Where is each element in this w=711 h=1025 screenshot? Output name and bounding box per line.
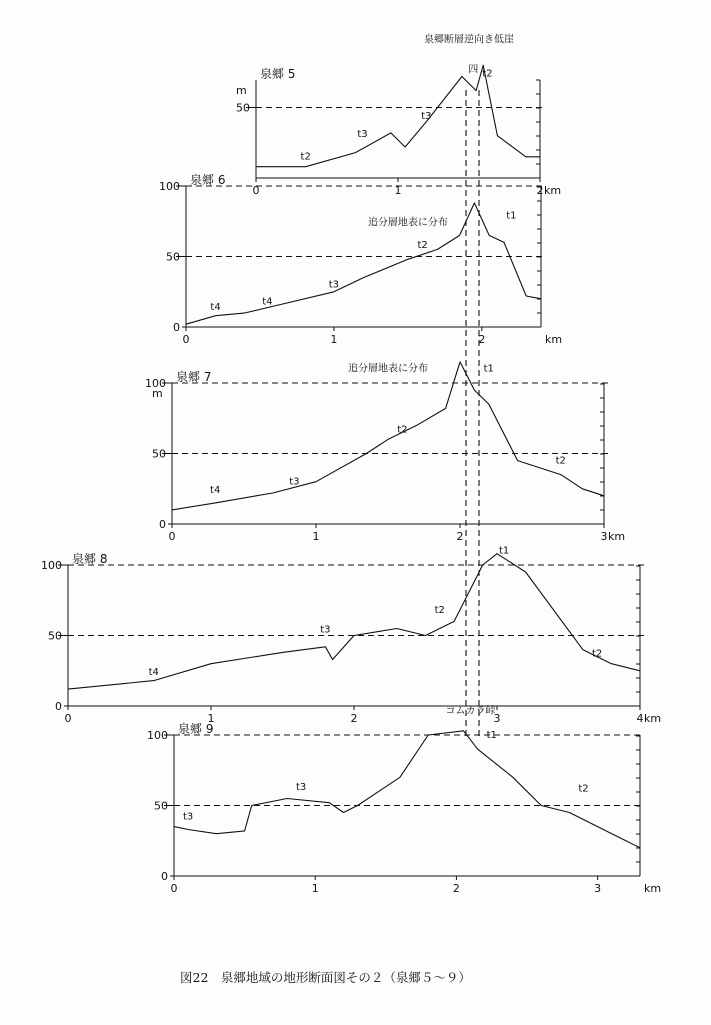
x-tick-label: 4	[636, 712, 644, 725]
annotation-label: 四	[468, 64, 479, 76]
profile-title: 泉郷 6	[190, 173, 226, 187]
annotation-label: コムカラ峠	[445, 705, 496, 717]
y-unit-label: m	[152, 387, 163, 400]
y-tick-label: 0	[173, 321, 180, 334]
profile-p9	[147, 704, 661, 895]
x-unit-label: km	[545, 333, 563, 346]
terrace-label: t4	[262, 296, 273, 308]
x-tick-label: 1	[312, 530, 320, 543]
y-tick-label: 50	[48, 629, 62, 643]
x-tick-label: 0	[252, 184, 260, 197]
terrain-profile-line	[186, 203, 541, 324]
x-tick-label: 1	[207, 712, 215, 725]
terrace-label: t3	[328, 279, 340, 291]
x-tick-label: 3	[594, 882, 602, 895]
profile-title: 泉郷 7	[176, 370, 212, 384]
x-unit-label: km	[544, 184, 562, 197]
terrace-label: t3	[289, 476, 300, 488]
x-tick-label: 2	[452, 882, 460, 895]
x-tick-label: 2	[478, 333, 486, 346]
terrace-label: t3	[357, 129, 368, 141]
terrace-label: t2	[591, 648, 603, 660]
terrace-label: t2	[434, 604, 445, 616]
y-tick-label: 50	[166, 250, 180, 264]
terrain-profile-line	[256, 65, 540, 167]
terrace-label: t3	[182, 811, 194, 823]
x-tick-label: 2	[350, 712, 358, 725]
profile-title: 泉郷 8	[72, 552, 108, 566]
y-unit-label: m	[236, 84, 247, 97]
y-tick-label: 100	[147, 729, 168, 742]
caption: 図22 泉郷地域の地形断面図その２（泉郷５～９）	[180, 970, 471, 985]
y-tick-label: 100	[145, 377, 166, 390]
terrain-profile-line	[174, 731, 640, 848]
y-tick-label: 50	[152, 447, 166, 461]
x-tick-label: 1	[330, 333, 338, 346]
x-tick-label: 0	[168, 530, 176, 543]
y-tick-label: 50	[154, 799, 168, 813]
y-tick-label: 0	[159, 518, 166, 531]
profile-p6	[159, 173, 562, 346]
profile-p5	[236, 33, 561, 197]
terrace-label: t4	[210, 484, 221, 496]
terrace-label: t3	[295, 781, 307, 793]
terrace-label: t3	[421, 110, 432, 122]
terrace-label: t1	[486, 729, 497, 741]
terrace-label: t2	[578, 783, 589, 795]
profile-title: 泉郷 9	[178, 722, 214, 736]
profile-p8	[41, 546, 661, 725]
x-tick-label: 0	[170, 882, 178, 895]
annotation-label: 追分層地表に分布	[348, 363, 428, 375]
terrace-label: t2	[417, 240, 428, 252]
y-tick-label: 50	[236, 101, 250, 115]
profile-p7	[145, 362, 625, 543]
terrain-profile-line	[172, 362, 604, 510]
x-tick-label: 3	[493, 712, 501, 725]
x-tick-label: 2	[536, 184, 544, 197]
x-tick-label: 1	[394, 184, 402, 197]
terrace-label: t2	[482, 68, 493, 80]
x-tick-label: 3	[600, 530, 608, 543]
x-tick-label: 0	[182, 333, 190, 346]
profile-title: 泉郷 5	[260, 67, 296, 81]
terrace-label: t2	[397, 424, 408, 436]
x-unit-label: km	[644, 712, 662, 725]
y-tick-label: 0	[55, 700, 62, 713]
terrace-label: t1	[483, 363, 494, 375]
x-tick-label: 2	[456, 530, 464, 543]
terrace-label: t4	[148, 666, 159, 678]
terrace-label: t4	[210, 302, 221, 314]
annotation-label: 追分層地表に分布	[367, 217, 448, 229]
x-unit-label: km	[608, 530, 626, 543]
terrace-label: t1	[499, 545, 510, 557]
x-unit-label: km	[644, 882, 662, 895]
terrace-label: t1	[506, 210, 517, 222]
terrace-label: t2	[300, 151, 311, 163]
y-tick-label: 100	[41, 559, 62, 572]
terrace-label: t2	[555, 455, 566, 467]
y-tick-label: 100	[159, 180, 180, 193]
x-tick-label: 1	[311, 882, 319, 895]
terrace-label: t3	[320, 624, 331, 636]
y-tick-label: 0	[161, 870, 168, 883]
x-tick-label: 0	[64, 712, 72, 725]
annotation-label: 泉郷断層逆向き低崖	[424, 34, 514, 46]
